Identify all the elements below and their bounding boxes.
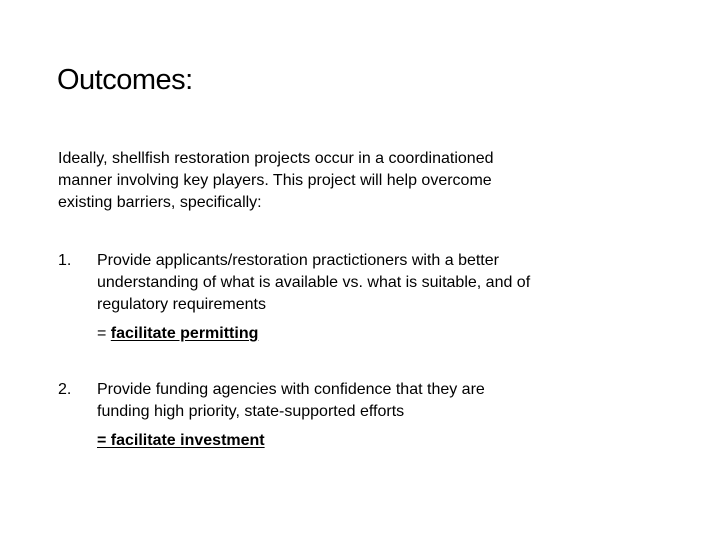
outcome-keyword: facilitate permitting <box>110 325 259 342</box>
slide-title: Outcomes: <box>57 64 193 96</box>
intro-paragraph: Ideally, shellfish restoration projects occur in a coordinationed manner involving key players. This project will help overcome existing barriers, specifically: <box>58 150 494 211</box>
list-item-outcome <box>97 323 537 345</box>
list-item-body <box>97 250 537 345</box>
outcome-keyword: = facilitate investment <box>97 432 265 449</box>
list-item-text: Provide funding agencies with confidence that they are funding high priority, state-supported efforts <box>97 381 485 420</box>
outcome-prefix: = <box>97 325 111 342</box>
list-item-body <box>97 379 537 452</box>
list-item-text: Provide applicants/restoration practictioners with a better understanding of what is available vs. what is suitable, and of regulatory requirements <box>97 252 531 313</box>
list-item-number: 1. <box>58 252 72 269</box>
list-item-number: 2. <box>58 381 72 398</box>
list-item-outcome <box>97 430 537 452</box>
